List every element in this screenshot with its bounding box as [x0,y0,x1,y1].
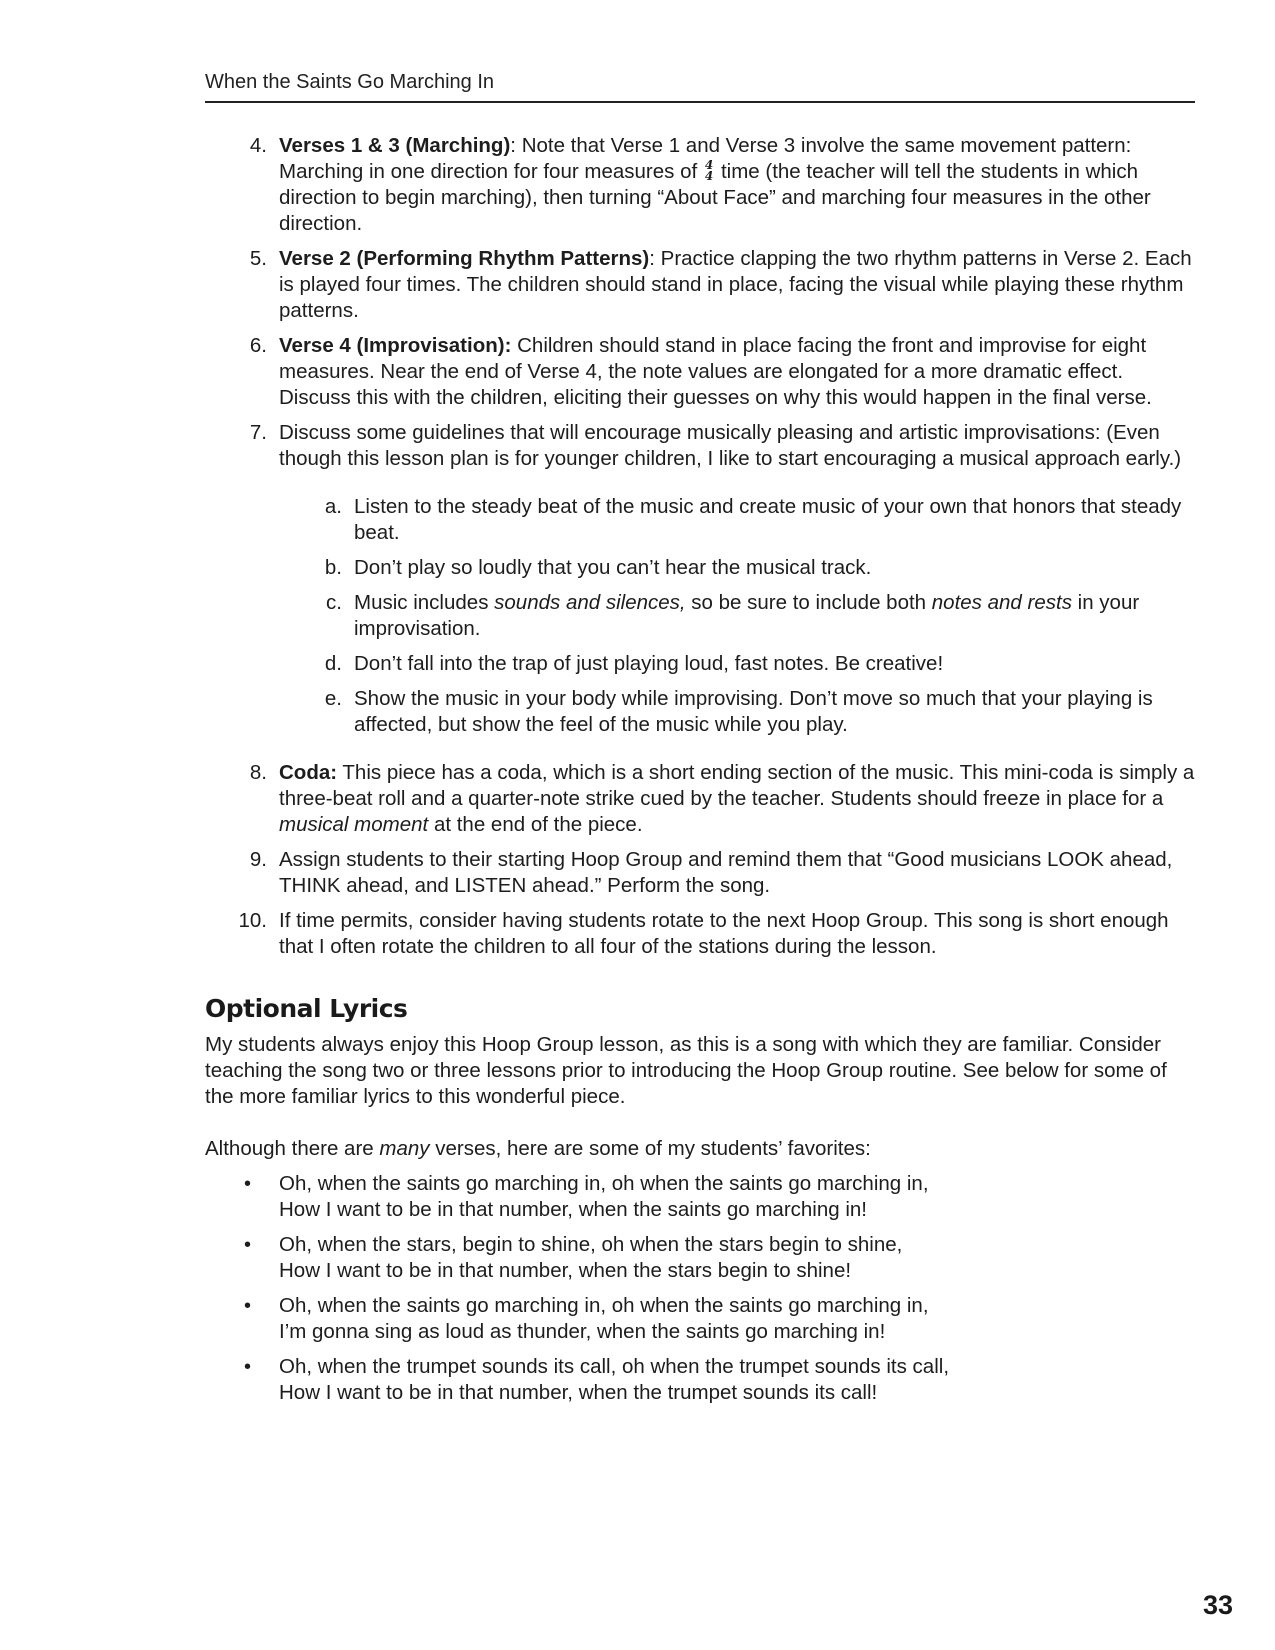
list-item-step-4 [205,133,1200,237]
list-item-step-8 [205,760,1200,838]
lyrics-verse-item [205,1293,1200,1345]
guideline-letter: d. [324,652,342,675]
guideline-item-b [205,555,1200,581]
list-item-step-9 [205,847,1200,899]
list-item-step-6 [205,333,1200,411]
favorites-text: Although there are [205,1137,380,1160]
favorites-intro-paragraph [205,1136,1200,1162]
verse-line: I’m gonna sing as loud as thunder, when the saints go marching in! [279,1320,886,1343]
step-text: Assign students to their starting Hoop Group and remind them that “Good musicians LOOK ahead, THINK ahead, and LISTEN ahead.” Perform the song. [279,848,1173,897]
verse-line: Oh, when the stars, begin to shine, oh when the stars begin to shine, [279,1233,903,1256]
step-body: Children should stand in place facing the front and improvise for eight measures. Near the end of Verse 4, the note values are elongated for a more dramatic effect. Discuss this with the children, eliciting their guesses on why this would happen in the final verse. [279,334,1152,409]
time-signature-glyph [704,157,714,183]
step-text [279,246,1200,324]
lyrics-verse-item [205,1232,1200,1284]
guideline-body: in your improvisation. [354,591,1140,640]
time-signature-top: 4 [704,157,714,172]
step-body: time (the teacher will tell the students in which direction to begin marching), then turning “About Face” and marching four measures in the other direction. [279,160,1151,235]
guideline-body: so be sure to include both [685,591,932,614]
header-rule [205,101,1195,103]
step-body: : Practice clapping the two rhythm patterns in Verse 2. Each is played four times. The children should stand in place, facing the visual while playing these rhythm patterns. [279,247,1192,322]
running-head: When the Saints Go Marching In [205,71,495,93]
step-number: 9. [249,848,267,871]
lyrics-verse-item [205,1354,1200,1406]
lyrics-verse-item [205,1171,1200,1223]
time-signature-bottom: 4 [704,168,714,183]
improvisation-guidelines [205,494,1200,738]
guideline-letter: c. [326,591,342,614]
verse-line: Oh, when the trumpet sounds its call, oh when the trumpet sounds its call, [279,1355,950,1378]
guideline-item-a [205,494,1200,546]
step-body: This piece has a coda, which is a short ending section of the music. This mini-coda is simply a three-beat roll and a quarter-note strike cued by the teacher. Students should freeze in place for a [279,761,1195,810]
bullet-icon: • [244,1173,252,1195]
guideline-text: Listen to the steady beat of the music and create music of your own that honors that steady beat. [354,495,1182,544]
step-title: Verses 1 & 3 (Marching) [279,134,511,157]
step-body: at the end of the piece. [428,813,643,836]
list-item-step-5 [205,246,1200,324]
verse-line: How I want to be in that number, when the trumpet sounds its call! [279,1381,878,1404]
guideline-item-c [205,590,1200,642]
step-number: 6. [249,334,267,357]
verse-text [279,1293,1200,1345]
page-number: 33 [1202,1590,1233,1620]
guideline-letter: a. [324,495,342,518]
step-number: 10. [238,909,267,932]
guideline-text: Don’t play so loudly that you can’t hear the musical track. [354,556,872,579]
step-emphasis: musical moment [279,813,429,836]
step-text [279,760,1200,838]
lyrics-verse-list [205,1171,1200,1406]
guideline-text: Don’t fall into the trap of just playing loud, fast notes. Be creative! [354,652,944,675]
page-content [205,133,1200,1415]
verse-line: How I want to be in that number, when the stars begin to shine! [279,1259,852,1282]
bullet-icon: • [244,1295,252,1317]
list-item-step-7 [205,420,1200,472]
guideline-letter: b. [324,556,342,579]
guideline-item-e [205,686,1200,738]
step-text: Discuss some guidelines that will encourage musically pleasing and artistic improvisations: (Even though this lesson plan is for younger children, I like to start encouraging a musical approach early.) [279,421,1182,470]
verse-line: How I want to be in that number, when the saints go marching in! [279,1198,867,1221]
step-number: 7. [249,421,267,444]
list-item-step-10 [205,908,1200,960]
guideline-emphasis: notes and rests [931,591,1072,614]
guideline-letter: e. [324,687,342,710]
verse-text [279,1354,1200,1406]
step-number: 5. [249,247,267,270]
step-body: : Note that Verse 1 and Verse 3 involve the same movement pattern: Marching in one direction for four measures of [279,134,1132,183]
bullet-icon: • [244,1356,252,1378]
step-number: 8. [249,761,267,784]
step-title: Verse 2 (Performing Rhythm Patterns) [279,247,650,270]
favorites-emphasis: many [379,1137,430,1160]
step-text [279,333,1200,411]
guideline-emphasis: sounds and silences, [494,591,686,614]
verse-line: Oh, when the saints go marching in, oh when the saints go marching in, [279,1172,929,1195]
step-title: Verse 4 (Improvisation): [279,334,512,357]
guideline-body: Music includes [354,591,495,614]
step-title: Coda: [279,761,338,784]
guideline-item-d [205,651,1200,677]
step-number: 4. [249,134,267,157]
verse-text [279,1232,1200,1284]
guideline-text: Show the music in your body while improvising. Don’t move so much that your playing is affected, but show the feel of the music while you play. [354,687,1153,736]
bullet-icon: • [244,1234,252,1256]
step-text: If time permits, consider having students rotate to the next Hoop Group. This song is short enough that I often rotate the children to all four of the stations during the lesson. [279,909,1169,958]
verse-line: Oh, when the saints go marching in, oh when the saints go marching in, [279,1294,929,1317]
step-text [279,133,1200,237]
verse-text [279,1171,1200,1223]
guideline-text [354,590,1200,642]
lyrics-intro-paragraph: My students always enjoy this Hoop Group lesson, as this is a song with which they are familiar. Consider teaching the song two or three lessons prior to introducing the Hoop Group routine. See below for some of the more familiar lyrics to this wonderful piece. [205,1033,1167,1108]
section-heading-optional-lyrics: Optional Lyrics [205,994,408,1023]
favorites-text: verses, here are some of my students’ favorites: [429,1137,871,1160]
